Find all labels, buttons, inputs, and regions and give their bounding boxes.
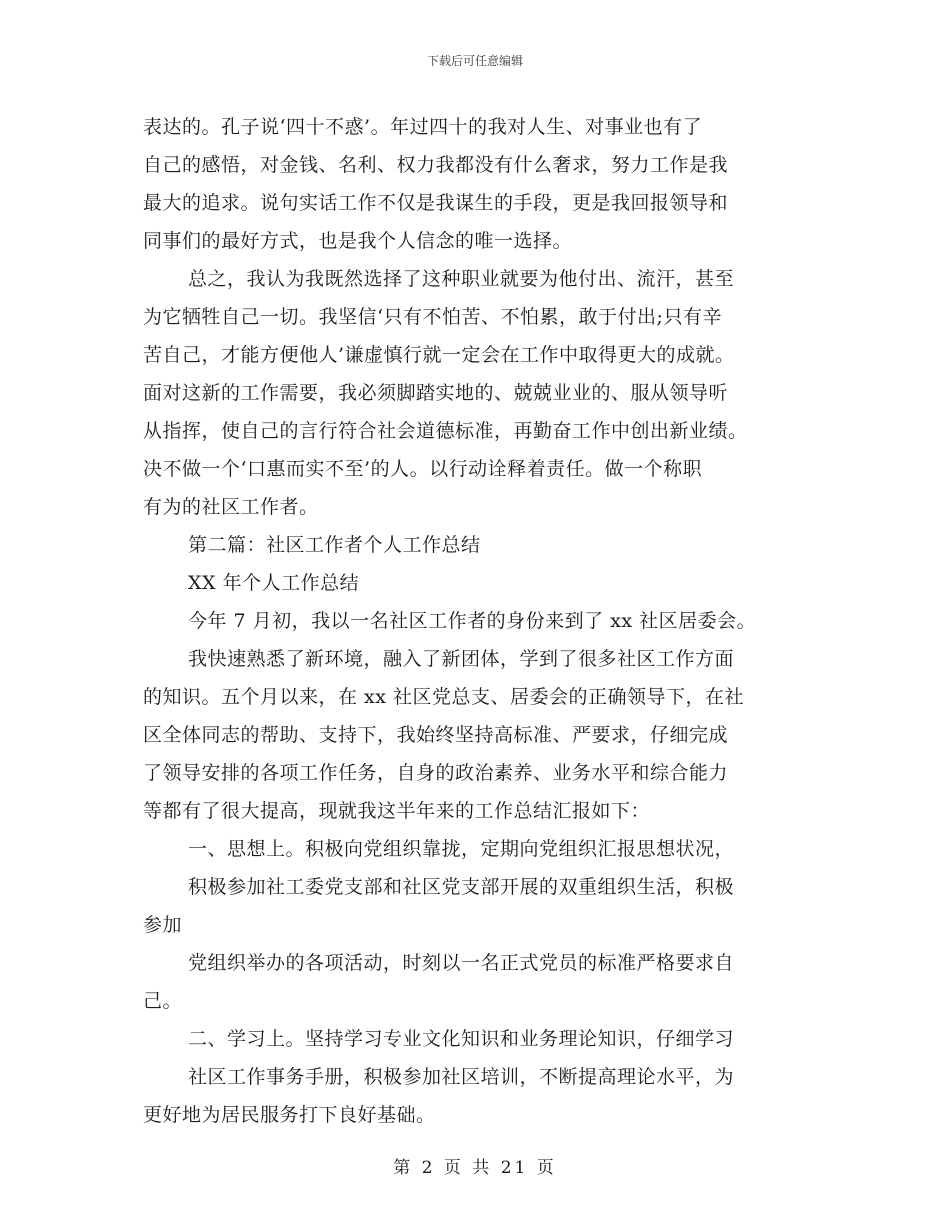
text-line: 从指挥，使自己的言行符合社会道德标准，再勤奋工作中创出新业绩。 (143, 420, 748, 442)
text-line: 第二篇：社区工作者个人工作总结 (188, 534, 481, 556)
document-body (143, 108, 823, 1134)
text-line: 社区工作事务手册，积极参加社区培训，不断提高理论水平，为 (188, 1066, 735, 1088)
text-line: 一、思想上。积极向党组织靠拢，定期向党组织汇报思想状况， (188, 838, 735, 860)
text-line: 总之，我认为我既然选择了这种职业就要为他付出、流汗，甚至 (188, 268, 735, 290)
text-line: 更好地为居民服务打下良好基础。 (143, 1104, 436, 1126)
text-line: 有为的社区工作者。 (143, 496, 319, 518)
page-footer: 第 2 页 共 21 页 (393, 1158, 557, 1178)
text-line: 参加 (143, 914, 183, 936)
text-line: 了领导安排的各项工作任务，自身的政治素养、业务水平和综合能力 (143, 762, 729, 784)
text-line: 面对这新的工作需要，我必须脚踏实地的、兢兢业业的、服从领导听 (143, 382, 729, 404)
text-line: 决不做一个‘口惠而实不至’的人。以行动诠释着责任。做一个称职 (143, 458, 703, 480)
text-line: 我快速熟悉了新环境，融入了新团体，学到了很多社区工作方面 (188, 648, 735, 670)
text-line: 表达的。孔子说‘四十不惑’。年过四十的我对人生、对事业也有了 (143, 116, 703, 138)
text-line: 等都有了很大提高，现就我这半年来的工作总结汇报如下： (143, 800, 651, 822)
text-line: 今年 7 月初，我以一名社区工作者的身份来到了 xx 社区居委会。 (188, 610, 757, 632)
text-line: 自己的感悟，对金钱、名利、权力我都没有什么奢求，努力工作是我 (143, 154, 729, 176)
text-line: 区全体同志的帮助、支持下，我始终坚持高标准、严要求，仔细完成 (143, 724, 729, 746)
text-line: XX 年个人工作总结 (188, 572, 360, 594)
text-line: 同事们的最好方式，也是我个人信念的唯一选择。 (143, 230, 573, 252)
text-line: 积极参加社工委党支部和社区党支部开展的双重组织生活，积极 (188, 876, 735, 898)
text-line: 为它牺牲自己一切。我坚信‘只有不怕苦、不怕累，敢于付出;只有辛 (143, 306, 722, 328)
text-line: 二、学习上。坚持学习专业文化知识和业务理论知识，仔细学习 (188, 1028, 735, 1050)
text-line: 苦自己，才能方便他人’谦虚慎行就一定会在工作中取得更大的成就。 (143, 344, 735, 366)
page-header: 下载后可任意编辑 (426, 54, 523, 68)
text-line: 党组织举办的各项活动，时刻以一名正式党员的标准严格要求自 (188, 952, 735, 974)
text-line: 己。 (143, 990, 183, 1012)
text-line: 的知识。五个月以来，在 xx 社区党总支、居委会的正确领导下，在社 (143, 686, 745, 708)
text-line: 最大的追求。说句实话工作不仅是我谋生的手段，更是我回报领导和 (143, 192, 729, 214)
